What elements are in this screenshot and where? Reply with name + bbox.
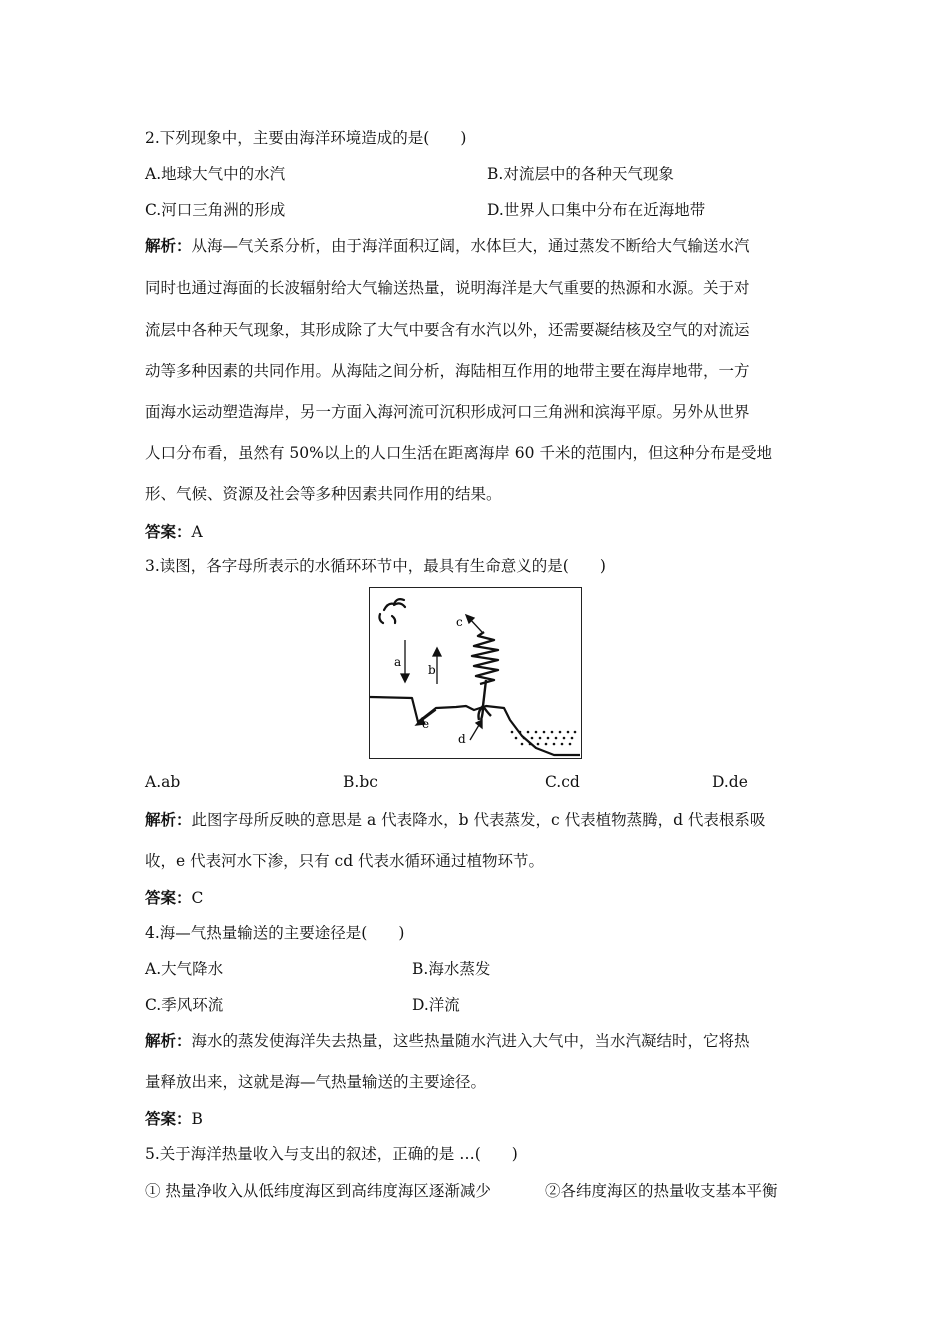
- q2-analysis-line-6: 人口分布看，虽然有 50%以上的人口生活在距离海岸 60 千米的范围内，但这种分布是受地: [145, 444, 772, 462]
- q4-answer: [145, 1107, 203, 1129]
- q3-analysis-label: 解析：: [145, 811, 192, 829]
- q2-answer-value: A: [191, 523, 203, 541]
- q3-option-a: A.ab: [145, 773, 181, 791]
- label-e: e: [422, 717, 430, 731]
- q2-analysis-line-1: [145, 234, 750, 256]
- q3-analysis-text-1: 此图字母所反映的意思是 a 代表降水，b 代表蒸发，c 代表植物蒸腾，d 代表根系吸: [191, 811, 766, 829]
- q2-analysis-line-5: 面海水运动塑造海岸，另一方面入海河流可沉积形成河口三角洲和滨海平原。另外从世界: [145, 403, 750, 421]
- q2-option-d: D.世界人口集中分布在近海地带: [487, 201, 706, 219]
- q2-stem: 2.下列现象中，主要由海洋环境造成的是( ): [145, 129, 467, 147]
- q4-option-a: A.大气降水: [145, 960, 224, 978]
- q2-option-b: B.对流层中的各种天气现象: [487, 165, 674, 183]
- q2-analysis-text-1: 从海—气关系分析，由于海洋面积辽阔，水体巨大，通过蒸发不断给大气输送水汽: [191, 237, 750, 255]
- q3-answer: [145, 886, 203, 908]
- arrow-a-icon: [401, 640, 409, 682]
- arrow-c-icon: [466, 615, 482, 632]
- label-d: d: [458, 732, 466, 746]
- q2-option-a: A.地球大气中的水汽: [145, 165, 286, 183]
- water-cycle-diagram: [370, 588, 580, 757]
- q4-option-c: C.季风环流: [145, 996, 224, 1014]
- label-b: b: [428, 663, 436, 677]
- q4-option-d: D.洋流: [412, 996, 460, 1014]
- q2-analysis-line-3: 流层中各种天气现象，其形成除了大气中要含有水汽以外，还需要凝结核及空气的对流运: [145, 321, 750, 339]
- q4-answer-label: 答案：: [145, 1110, 192, 1128]
- q5-stem: 5.关于海洋热量收入与支出的叙述，正确的是 …( ): [145, 1145, 518, 1163]
- q5-statement-2: ②各纬度海区的热量收支基本平衡: [545, 1182, 778, 1200]
- q4-stem: 4.海—气热量输送的主要途径是( ): [145, 924, 405, 942]
- q2-answer: [145, 520, 203, 542]
- q4-analysis-line-1: [145, 1029, 750, 1051]
- q2-analysis-line-4: 动等多种因素的共同作用。从海陆之间分析，海陆相互作用的地带主要在海岸地带，一方: [145, 362, 750, 380]
- sea-area: [511, 731, 577, 746]
- q3-analysis-line-2: 收，e 代表河水下渗，只有 cd 代表水循环通过植物环节。: [145, 852, 545, 870]
- q4-answer-value: B: [191, 1110, 203, 1128]
- q3-answer-value: C: [191, 889, 204, 907]
- q3-option-b: B.bc: [343, 773, 378, 791]
- q3-option-d: D.de: [712, 773, 748, 791]
- ground-line: [370, 697, 580, 755]
- q2-analysis-line-2: 同时也通过海面的长波辐射给大气输送热量，说明海洋是大气重要的热源和水源。关于对: [145, 279, 750, 297]
- q4-analysis-text-1: 海水的蒸发使海洋失去热量，这些热量随水汽进入大气中，当水汽凝结时，它将热: [191, 1032, 750, 1050]
- q3-analysis-line-1: [145, 808, 765, 830]
- q5-statement-1: ① 热量净收入从低纬度海区到高纬度海区逐渐减少: [145, 1182, 491, 1200]
- cloud-icon: [379, 599, 405, 623]
- label-c: c: [456, 615, 463, 629]
- q2-analysis-label: 解析：: [145, 237, 192, 255]
- q4-analysis-label: 解析：: [145, 1032, 192, 1050]
- q3-answer-label: 答案：: [145, 889, 192, 907]
- q4-option-b: B.海水蒸发: [412, 960, 491, 978]
- q4-analysis-line-2: 量释放出来，这就是海—气热量输送的主要途径。: [145, 1073, 487, 1091]
- label-a: a: [394, 655, 402, 669]
- q3-stem: 3.读图，各字母所表示的水循环环节中，最具有生命意义的是( ): [145, 557, 606, 575]
- q2-analysis-line-7: 形、气候、资源及社会等多种因素共同作用的结果。: [145, 485, 502, 503]
- water-cycle-figure: [369, 587, 582, 759]
- q3-option-c: C.cd: [545, 773, 580, 791]
- q2-option-c: C.河口三角洲的形成: [145, 201, 286, 219]
- q2-answer-label: 答案：: [145, 523, 192, 541]
- arrow-d-icon: [470, 720, 482, 740]
